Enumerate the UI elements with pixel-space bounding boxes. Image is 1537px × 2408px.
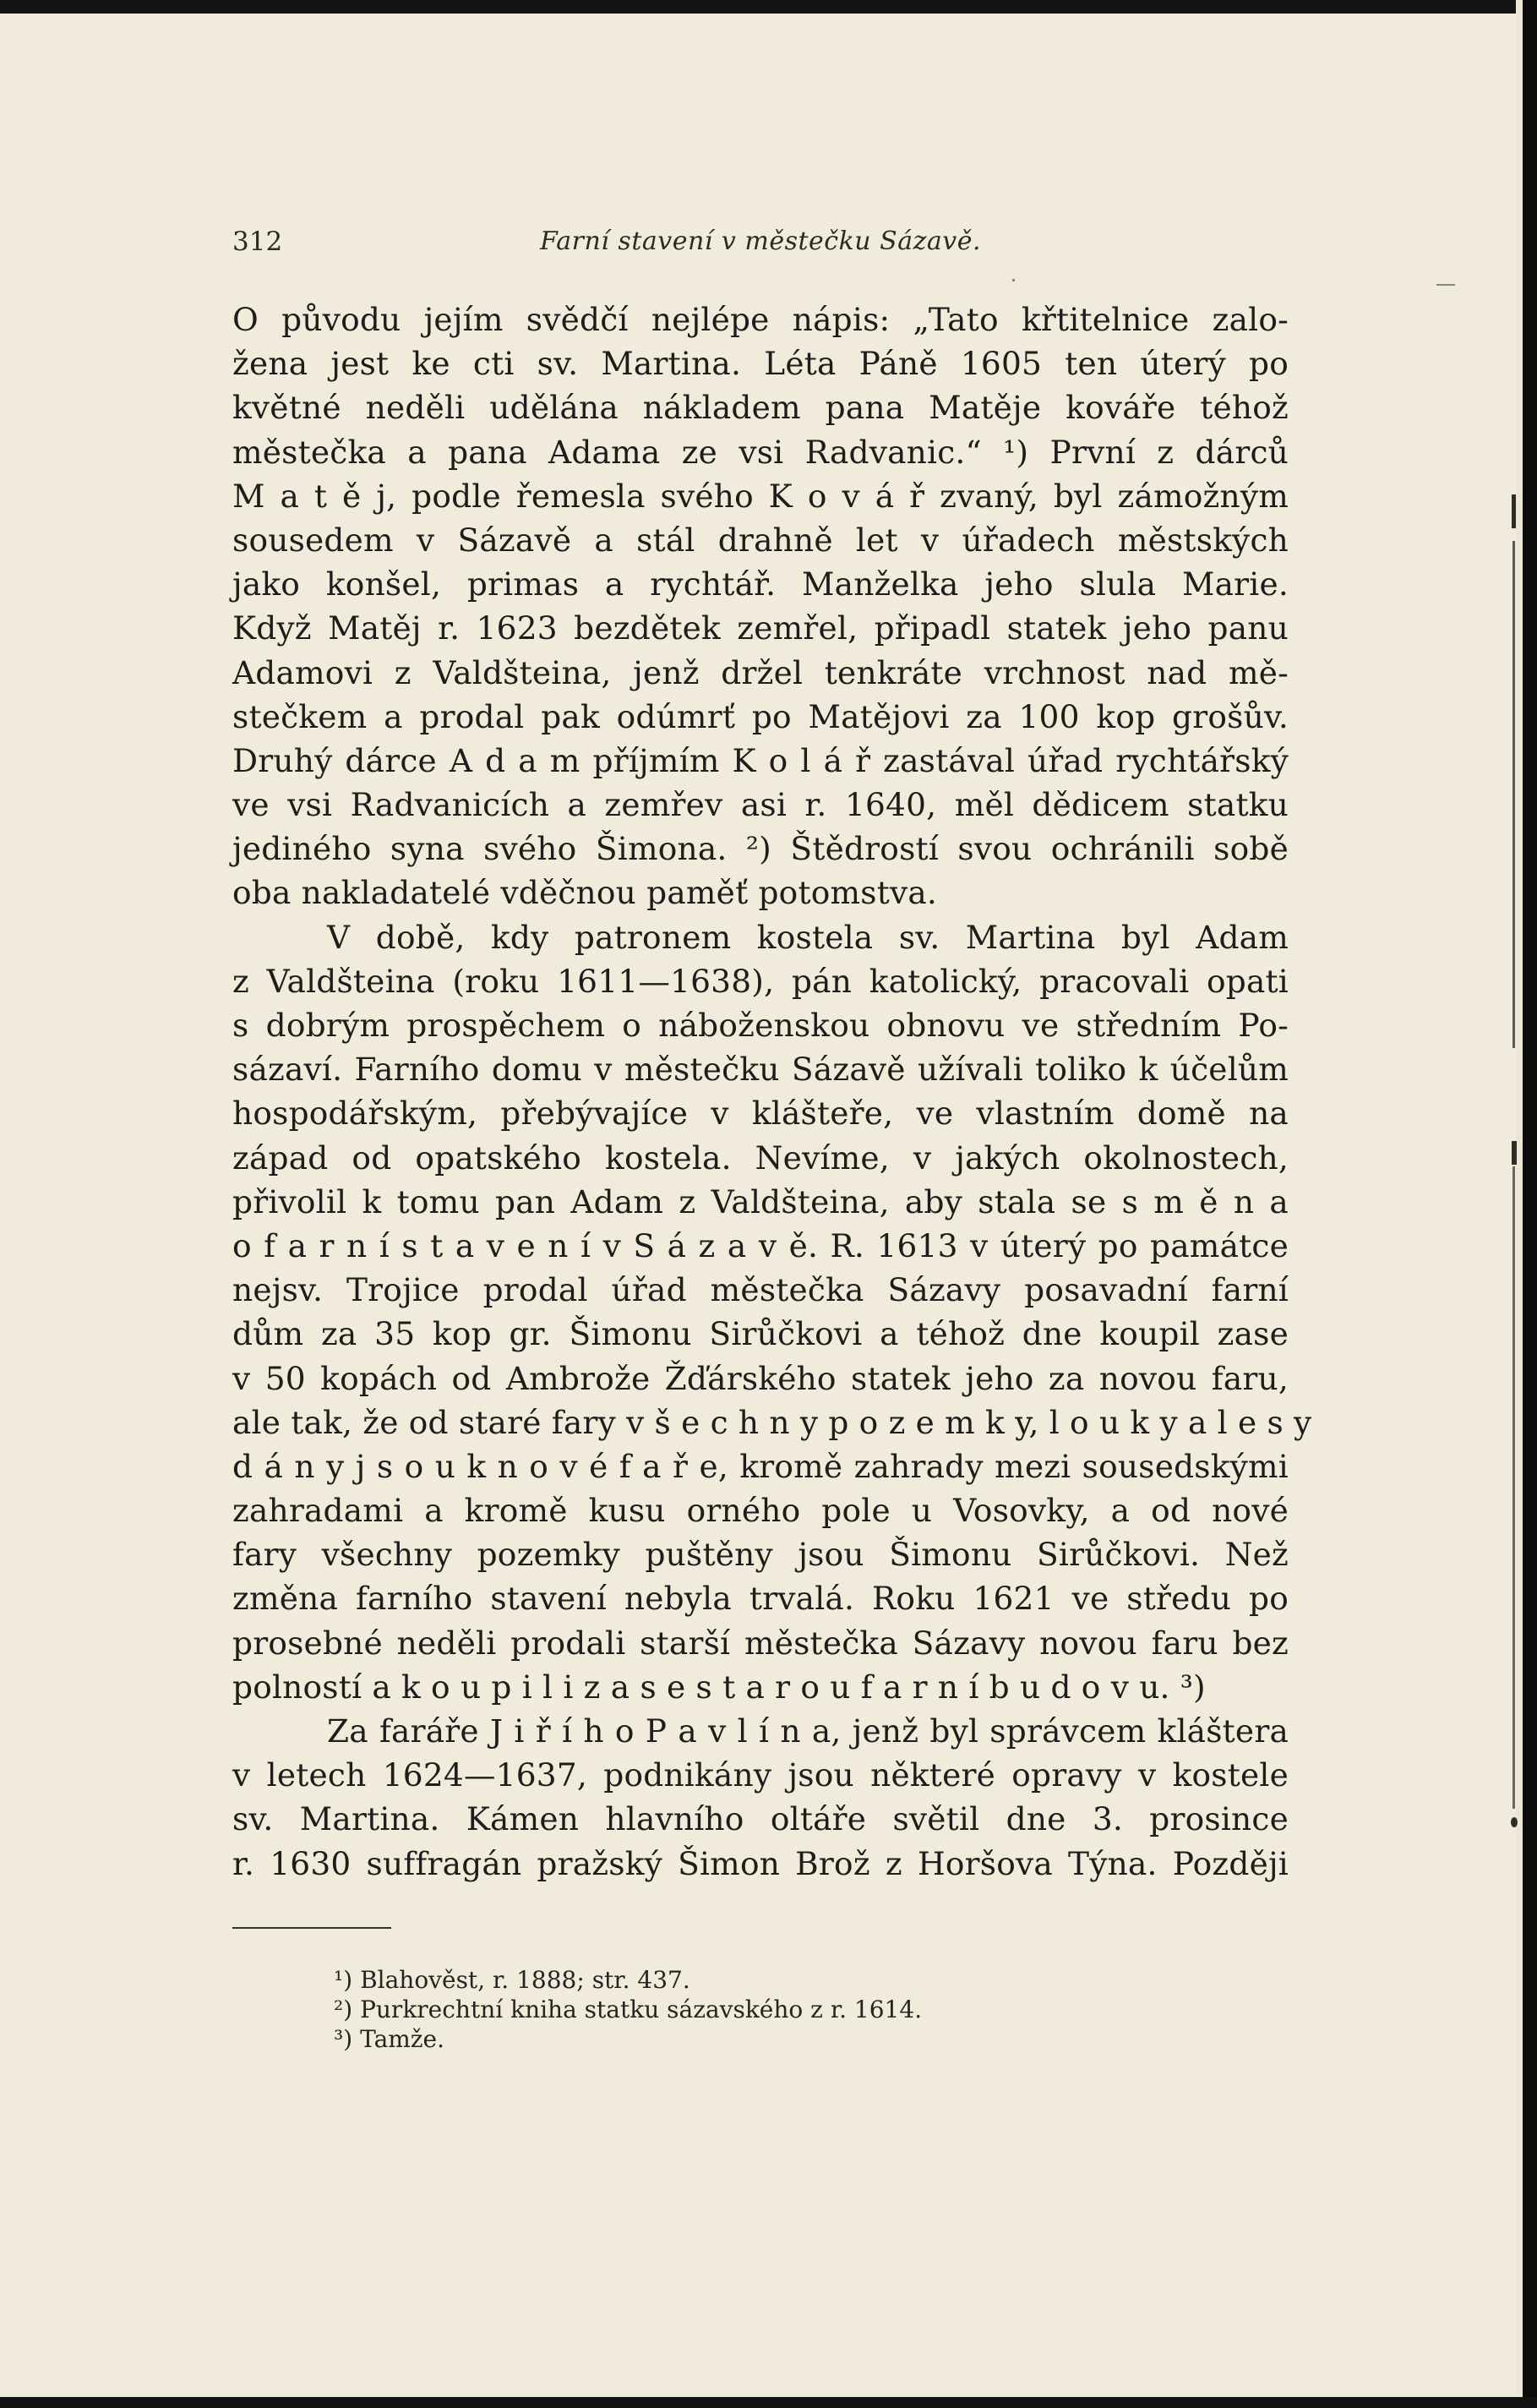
page-header: [232, 227, 1289, 260]
page-number: 312: [232, 227, 283, 257]
body-line: o f a r n í s t a v e n í v S á z a v ě. R. 1613 v úterý po památce: [232, 1226, 1289, 1264]
footnote-rule: [232, 1927, 391, 1929]
scan-bottom-border: [0, 2397, 1537, 2408]
scan-artifact-mark: [1512, 1141, 1517, 1165]
footnote-item: [334, 2024, 922, 2054]
body-line: Za faráře J i ř í h o P a v l í n a, jenž byl správcem kláštera: [327, 1712, 1289, 1750]
body-line: květné neděli udělána nákladem pana Matěje kováře téhož: [232, 389, 1289, 427]
footnote-mark: ³): [334, 2025, 353, 2053]
footnote-text: Blahověst, r. 1888; str. 437.: [360, 1966, 690, 1994]
body-line: M a t ě j, podle řemesla svého K o v á ř zvaný, byl zámožným: [232, 477, 1289, 515]
body-line: zahradami a kromě kusu orného pole u Vosovky, a od nové: [232, 1492, 1289, 1530]
body-line: Adamovi z Valdšteina, jenž držel tenkráte vrchnost nad mě-: [232, 653, 1289, 691]
body-text: [232, 298, 1312, 1886]
body-line: stečkem a prodal pak odúmrť po Matějovi za 100 kop grošův.: [232, 697, 1289, 735]
scan-margin: [1516, 0, 1523, 2408]
scan-artifact-mark: [1512, 1166, 1515, 1809]
body-line: O původu jejím svědčí nejlépe nápis: „Tato křtitelnice zalo-: [232, 301, 1289, 338]
scan-border: [1523, 0, 1537, 2408]
body-line: fary všechny pozemky puštěny jsou Šimonu Sirůčkovi. Než: [232, 1536, 1289, 1574]
body-line: r. 1630 suffragán pražský Šimon Brož z Horšova Týna. Později: [232, 1844, 1289, 1882]
body-line: nejsv. Trojice prodal úřad městečka Sázavy posavadní farní: [232, 1271, 1289, 1309]
footnote-mark: ¹): [334, 1966, 353, 1994]
running-title: Farní stavení v městečku Sázavě.: [539, 227, 982, 256]
scan-artifact-mark: [1436, 284, 1455, 286]
body-line: městečka a pana Adama ze vsi Radvanic.“ ¹) První z dárců: [232, 433, 1289, 471]
footnote-text: Tamže.: [360, 2025, 445, 2053]
body-line: polností a k o u p i l i z a s e s t a r o u f a r n í b u d o v u. ³): [232, 1668, 1206, 1706]
body-line: žena jest ke cti sv. Martina. Léta Páně 1605 ten úterý po: [232, 345, 1289, 383]
body-line: Když Matěj r. 1623 bezdětek zemřel, připadl statek jeho panu: [232, 609, 1289, 647]
body-line: v 50 kopách od Ambrože Žďárského statek jeho za novou faru,: [232, 1359, 1289, 1397]
body-line: hospodářským, přebývajíce v klášteře, ve vlastním domě na: [232, 1095, 1289, 1133]
body-line: sázaví. Farního domu v městečku Sázavě užívali toliko k účelům: [232, 1051, 1289, 1089]
footnote-item: [334, 1995, 922, 2024]
body-line: z Valdšteina (roku 1611—1638), pán katolický, pracovali opati: [232, 962, 1289, 1000]
body-line: V době, kdy patronem kostela sv. Martina byl Adam: [327, 918, 1289, 956]
body-line: jako konšel, primas a rychtář. Manželka jeho slula Marie.: [232, 565, 1289, 603]
footnote-item: [334, 1965, 922, 1995]
body-line: v letech 1624—1637, podnikány jsou některé opravy v kostele: [232, 1756, 1289, 1794]
body-line: Druhý dárce A d a m příjmím K o l á ř zastával úřad rychtářský: [232, 741, 1289, 779]
body-line: sousedem v Sázavě a stál drahně let v úřadech městských: [232, 521, 1289, 559]
footnote-mark: ²): [334, 1996, 353, 2023]
body-line: ale tak, že od staré fary v š e c h n y p o z e m k y, l o u k y a l e s y: [232, 1403, 1312, 1441]
body-line: prosebné neděli prodali starší městečka Sázavy novou faru bez: [232, 1624, 1289, 1662]
body-line: d á n y j s o u k n o v é f a ř e, kromě zahrady mezi sousedskými: [232, 1447, 1289, 1485]
body-line: s dobrým prospěchem o náboženskou obnovu ve středním Po-: [232, 1007, 1289, 1044]
body-line: sv. Martina. Kámen hlavního oltáře světil dne 3. prosince: [232, 1800, 1289, 1838]
scan-artifact-mark: [1511, 1817, 1518, 1827]
body-line: přivolil k tomu pan Adam z Valdšteina, aby stala se s m ě n a: [232, 1182, 1289, 1220]
body-line: změna farního stavení nebyla trvalá. Roku 1621 ve středu po: [232, 1580, 1289, 1618]
body-line: západ od opatského kostela. Nevíme, v jakých okolnostech,: [232, 1138, 1289, 1177]
scan-artifact-mark: [1512, 494, 1516, 528]
body-line: oba nakladatelé vděčnou paměť potomstva.: [232, 874, 938, 912]
scan-artifact-mark: [1512, 541, 1515, 1048]
body-line: jediného syna svého Šimona. ²) Štědrostí svou ochránili sobě: [232, 830, 1289, 868]
body-line: ve vsi Radvanicích a zemřev asi r. 1640, měl dědicem statku: [232, 786, 1289, 824]
footnotes: [334, 1965, 922, 2054]
scan-artifact-mark: [1012, 279, 1015, 281]
footnote-text: Purkrechtní kniha statku sázavského z r. 1614.: [360, 1996, 923, 2023]
body-line: dům za 35 kop gr. Šimonu Sirůčkovi a téhož dne koupil zase: [232, 1315, 1289, 1353]
